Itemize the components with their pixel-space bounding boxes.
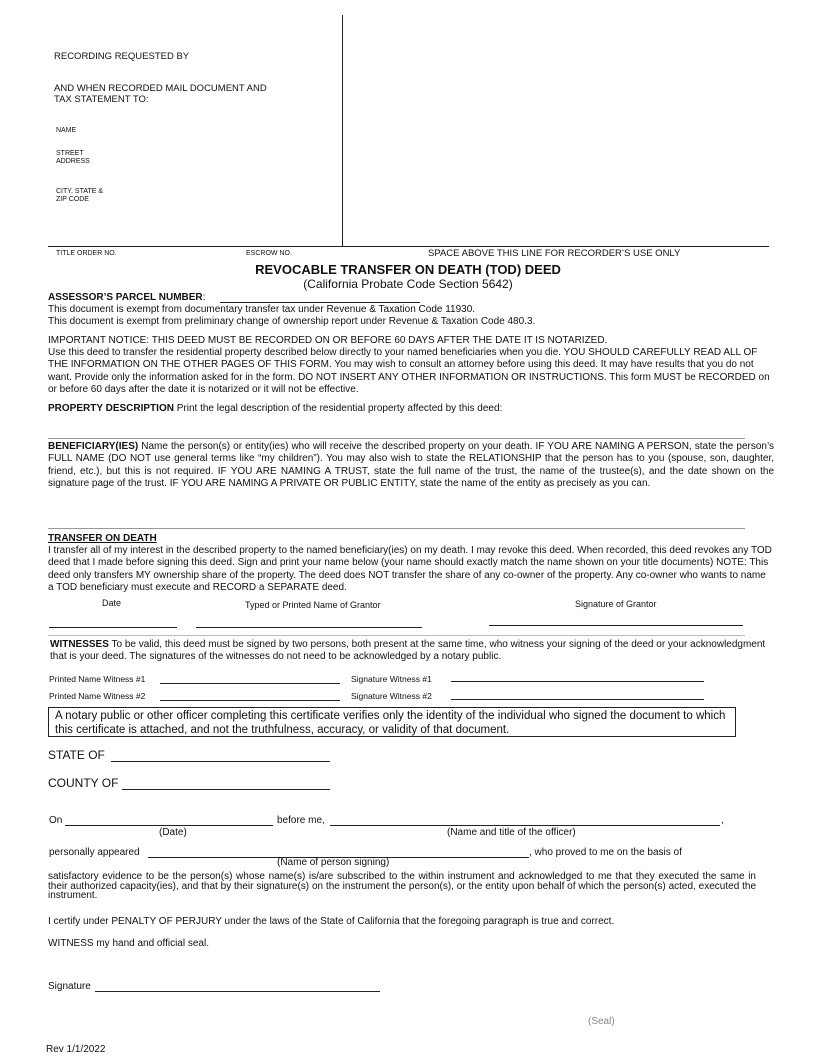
- beneficiary-input-line[interactable]: [48, 528, 745, 529]
- witness1-printed-label: Printed Name Witness #1: [49, 674, 146, 684]
- beneficiary-text: Name the person(s) or entity(ies) who will receive the described property on your death. IF YOU ARE NAMING A PERSON, state the person’s FULL NAME (DO NOT use general terms like “my children”). You may also wish to state the RELATIONSHIP that the person has to you (spouse, son, daughter, friend, etc.), but this is not required. IF YOU ARE NAMING A TRUST, state the full name of the trust, the name of the trustee(s), and the date shown on the signature page of the trust. IF YOU ARE NAMING A PRIVATE OR PUBLIC ENTITY, state the name of the entity as precisely as you can.: [48, 441, 774, 489]
- mail-to-label-line2: TAX STATEMENT TO:: [54, 94, 149, 105]
- on-date-input-line[interactable]: [65, 825, 273, 826]
- recorder-use-label: SPACE ABOVE THIS LINE FOR RECORDER’S USE ONLY: [428, 248, 681, 259]
- header-bottom-rule: [48, 246, 769, 247]
- transfer-heading: [48, 533, 157, 545]
- grantor-name-label: Typed or Printed Name of Grantor: [245, 600, 381, 610]
- apn-line: [48, 292, 205, 304]
- transfer-heading-text: TRANSFER ON DEATH: [48, 533, 157, 544]
- date-caption: (Date): [159, 827, 187, 838]
- beneficiary-paragraph: [48, 441, 774, 490]
- before-me-label: before me,: [277, 815, 325, 826]
- witness2-printed-label: Printed Name Witness #2: [49, 691, 146, 701]
- officer-input-line[interactable]: [330, 825, 720, 826]
- exempt-change-ownership: This document is exempt from preliminary change of ownership report under Revenue & Taxation Code 480.3.: [48, 316, 536, 327]
- document-title: REVOCABLE TRANSFER ON DEATH (TOD) DEED: [255, 262, 561, 277]
- grantor-date-input-line[interactable]: [49, 627, 177, 628]
- certify-text: I certify under PENALTY OF PERJURY under the laws of the State of California that the foregoing paragraph is true and correct.: [48, 916, 615, 927]
- witness-hand-text: WITNESS my hand and official seal.: [48, 938, 209, 949]
- street-label: [56, 150, 90, 166]
- proved-text: , who proved to me on the basis of: [529, 847, 682, 858]
- important-notice-heading: IMPORTANT NOTICE: THIS DEED MUST BE RECORDED ON OR BEFORE 60 DAYS AFTER THE DATE IT IS NOTARIZED.: [48, 335, 608, 346]
- city-label-line2: ZIP CODE: [56, 196, 89, 203]
- state-of-input-line[interactable]: [111, 761, 330, 762]
- witness-section-rule: [48, 635, 745, 636]
- apn-label: ASSESSOR’S PARCEL NUMBER: [48, 292, 203, 303]
- county-of-label: COUNTY OF: [48, 776, 119, 790]
- revision-label: Rev 1/1/2022: [46, 1044, 106, 1055]
- transfer-text: I transfer all of my interest in the described property to the named beneficiary(ies) on my death. I may revoke this deed. When recorded, this deed revokes any TOD deed that I made before signing this deed. Sign and print your name below (your name should exactly match the name shown on your title documents) NOTE: This deed only transfers MY ownership share of the property. The deed does NOT transfer the share of any co-owner of the property. Any co-owner who wants to name a TOD beneficiary must execute and RECORD a SEPARATE deed.: [48, 545, 772, 593]
- notary-disclaimer-text: A notary public or other officer completing this certificate verifies only the identity of the individual who signed the document to which this certificate is attached, and not the truthfulness, accuracy, or validity of that document.: [55, 710, 726, 736]
- on-label: On: [49, 815, 63, 826]
- street-label-line1: STREET: [56, 150, 84, 157]
- apn-input-line[interactable]: [220, 302, 420, 303]
- notary-signature-label: Signature: [48, 981, 91, 992]
- exempt-transfer-tax: This document is exempt from documentary transfer tax under Revenue & Taxation Code 11930.: [48, 304, 476, 315]
- witness2-signature-input-line[interactable]: [451, 699, 704, 700]
- city-label-line1: CITY, STATE &: [56, 188, 104, 195]
- beneficiary-label: BENEFICIARY(IES): [48, 441, 139, 452]
- important-notice-body: Use this deed to transfer the residential property described below directly to your named beneficiaries when you die. YOU SHOULD CAREFULLY READ ALL OF THE INFORMATION ON THE OTHER PAGES OF THIS FORM. You may wish to consult an attorney before using this deed. It may have results that you do not want. Provide only the information asked for in the form. DO NOT INSERT ANY OTHER INFORMATION OR INSTRUCTIONS. This form MUST be RECORDED on or before 60 days after the date it is notarized or it will not be effective.: [48, 347, 770, 395]
- seal-label: (Seal): [588, 1016, 615, 1027]
- city-label: [56, 188, 103, 204]
- title-order-label: TITLE ORDER NO.: [56, 250, 117, 257]
- mail-to-label-line1: AND WHEN RECORDED MAIL DOCUMENT AND: [54, 83, 267, 94]
- officer-trailing-comma: ,: [721, 815, 724, 826]
- state-of-label: STATE OF: [48, 748, 105, 762]
- property-description-text: Print the legal description of the residential property affected by this deed:: [173, 403, 503, 414]
- person-signing-caption: (Name of person signing): [277, 857, 390, 868]
- property-description: [48, 403, 502, 415]
- apn-colon: :: [202, 292, 206, 303]
- county-of-input-line[interactable]: [122, 789, 330, 790]
- witness1-signature-label: Signature Witness #1: [351, 674, 432, 684]
- escrow-label: ESCROW NO.: [246, 250, 292, 257]
- witnesses-text: To be valid, this deed must be signed by two persons, both present at the same time, who witness your signing of the deed or your acknowledgment that is your deed. The signatures of the witnesses do not need to be acknowledged by a notary public.: [50, 639, 766, 663]
- witness1-printed-input-line[interactable]: [160, 683, 340, 684]
- notary-signature-input-line[interactable]: [95, 991, 380, 992]
- witnesses-paragraph: [50, 639, 774, 664]
- notary-disclaimer-box: [48, 707, 736, 737]
- property-description-label: PROPERTY DESCRIPTION: [48, 403, 174, 414]
- document-subtitle: (California Probate Code Section 5642): [303, 277, 513, 291]
- grantor-name-input-line[interactable]: [196, 627, 422, 628]
- witness2-signature-label: Signature Witness #2: [351, 691, 432, 701]
- grantor-signature-label: Signature of Grantor: [575, 599, 657, 609]
- name-label: NAME: [56, 127, 77, 134]
- street-label-line2: ADDRESS: [56, 158, 90, 165]
- witness1-signature-input-line[interactable]: [451, 681, 704, 682]
- witness2-printed-input-line[interactable]: [160, 700, 340, 701]
- grantor-date-label: Date: [102, 598, 122, 608]
- witnesses-label: WITNESSES: [50, 639, 109, 650]
- satisfactory-evidence-text: satisfactory evidence to be the person(s) whose name(s) is/are subscribed to the within instrument and acknowledged to me that they executed the same in their authorized capacity(ies), and that by their signature(s) on the instrument the person(s), or the entity upon behalf of which the person(s) acted, executed the instrument.: [48, 871, 756, 901]
- personally-appeared-label: personally appeared: [49, 847, 140, 858]
- officer-caption: (Name and title of the officer): [447, 827, 576, 838]
- property-description-input-line[interactable]: [48, 438, 745, 439]
- grantor-signature-input-line[interactable]: [489, 625, 743, 626]
- recording-requested-label: RECORDING REQUESTED BY: [54, 51, 190, 62]
- header-vertical-divider: [342, 15, 343, 247]
